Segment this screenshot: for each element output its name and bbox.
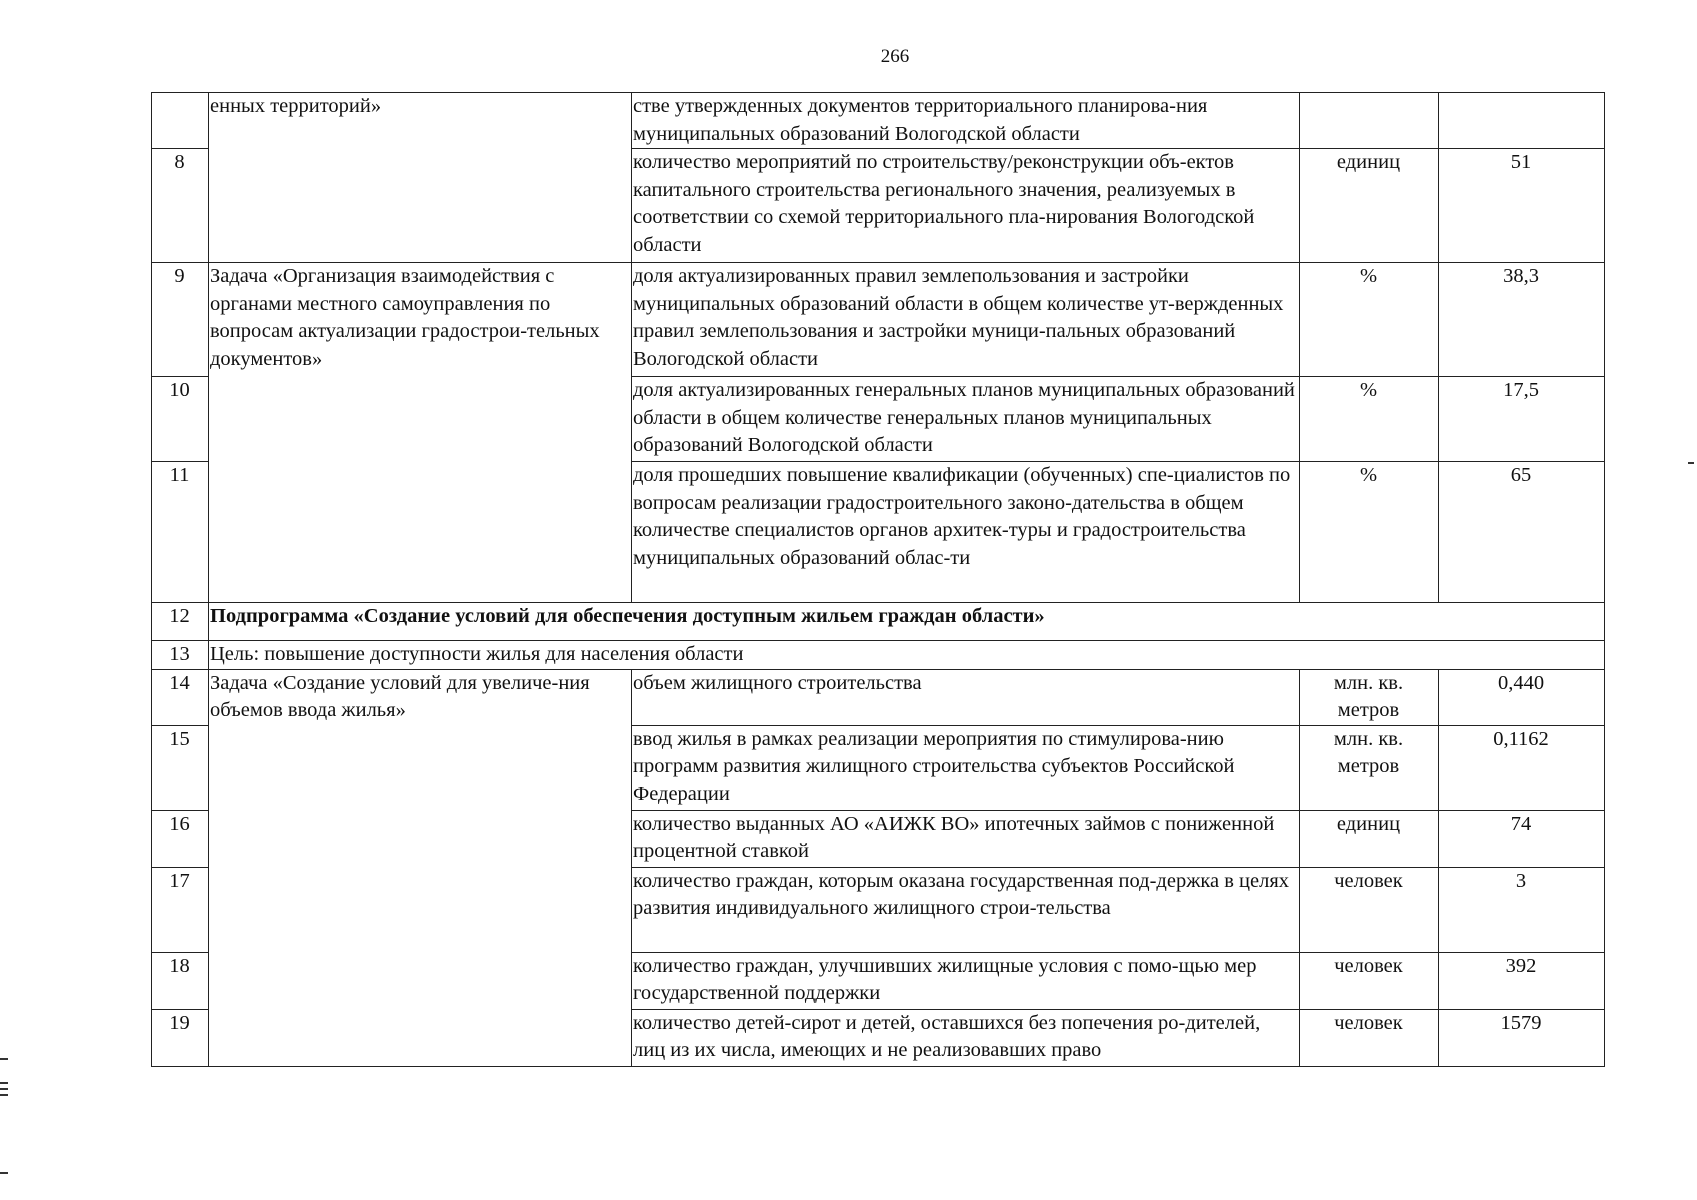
goal-cell: Цель: повышение доступности жилья для населения области <box>209 641 1605 670</box>
row-number: 8 <box>152 149 209 263</box>
unit-cell: % <box>1300 462 1439 603</box>
value-cell: 51 <box>1439 149 1605 263</box>
row-number: 15 <box>152 725 209 810</box>
indicator-cell: объем жилищного строительства <box>632 669 1300 725</box>
indicator-cell: ввод жилья в рамках реализации мероприятия по стимулирова-нию программ развития жилищного строительства субъектов Российской Федерации <box>632 725 1300 810</box>
row-number: 14 <box>152 669 209 725</box>
row-number: 9 <box>152 263 209 377</box>
value-cell: 74 <box>1439 810 1605 867</box>
unit-cell: человек <box>1300 1009 1439 1066</box>
value-cell: 3 <box>1439 867 1605 952</box>
value-cell: 0,440 <box>1439 669 1605 725</box>
task-cell: Задача «Организация взаимодействия с органами местного самоуправления по вопросам актуализации градострои-тельных документов» <box>209 263 632 603</box>
row-number <box>152 93 209 149</box>
unit-cell: единиц <box>1300 149 1439 263</box>
row-number: 19 <box>152 1009 209 1066</box>
subprogram-heading: Подпрограмма «Создание условий для обеспечения доступным жильем граждан области» <box>209 603 1605 641</box>
value-cell <box>1439 93 1605 149</box>
unit-cell: млн. кв. метров <box>1300 725 1439 810</box>
value-cell: 38,3 <box>1439 263 1605 377</box>
unit-cell: % <box>1300 377 1439 462</box>
table-row <box>152 641 1605 670</box>
value-cell: 17,5 <box>1439 377 1605 462</box>
unit-cell: человек <box>1300 952 1439 1009</box>
unit-cell: млн. кв. метров <box>1300 669 1439 725</box>
scan-edge-mark <box>0 1094 8 1096</box>
indicator-cell: стве утвержденных документов территориального планирова-ния муниципальных образований Вологодской области <box>632 93 1300 149</box>
scan-edge-mark <box>1688 462 1694 464</box>
scan-edge-mark <box>0 1058 8 1060</box>
value-cell: 1579 <box>1439 1009 1605 1066</box>
table-row <box>152 263 1605 377</box>
indicator-cell: доля актуализированных правил землепользования и застройки муниципальных образований области в общем количестве ут-вержденных правил землепользования и застройки муници-пальных образований Вологодской области <box>632 263 1300 377</box>
row-number: 11 <box>152 462 209 603</box>
scan-edge-mark <box>0 1088 8 1090</box>
page-number: 266 <box>880 46 910 67</box>
row-number: 18 <box>152 952 209 1009</box>
value-cell: 65 <box>1439 462 1605 603</box>
indicator-cell: количество граждан, улучшивших жилищные условия с помо-щью мер государственной поддержки <box>632 952 1300 1009</box>
indicators-table <box>151 92 1605 1067</box>
indicator-cell: доля актуализированных генеральных планов муниципальных образований области в общем количестве генеральных планов муниципальных образований Вологодской области <box>632 377 1300 462</box>
indicator-cell: количество выданных АО «АИЖК ВО» ипотечных займов с пониженной процентной ставкой <box>632 810 1300 867</box>
task-cell: енных территорий» <box>209 93 632 263</box>
unit-cell: человек <box>1300 867 1439 952</box>
indicator-cell: количество граждан, которым оказана государственная под-держка в целях развития индивидуального жилищного строи-тельства <box>632 867 1300 952</box>
row-number: 16 <box>152 810 209 867</box>
row-number: 13 <box>152 641 209 670</box>
task-cell: Задача «Создание условий для увеличе-ния объемов ввода жилья» <box>209 669 632 1066</box>
unit-cell <box>1300 93 1439 149</box>
scan-edge-mark <box>0 1082 8 1084</box>
row-number: 17 <box>152 867 209 952</box>
indicator-cell: доля прошедших повышение квалификации (обученных) спе-циалистов по вопросам реализации градостроительного законо-дательства в общем количестве специалистов органов архитек-туры и градостроительства муниципальных образований облас-ти <box>632 462 1300 603</box>
table-row <box>152 603 1605 641</box>
value-cell: 392 <box>1439 952 1605 1009</box>
table-row <box>152 669 1605 725</box>
row-number: 10 <box>152 377 209 462</box>
indicator-cell: количество мероприятий по строительству/реконструкции объ-ектов капитального строительства регионального значения, реализуемых в соответствии со схемой территориального пла-нирования Вологодской области <box>632 149 1300 263</box>
unit-cell: единиц <box>1300 810 1439 867</box>
scan-edge-mark <box>0 1172 8 1174</box>
table-row <box>152 93 1605 149</box>
row-number: 12 <box>152 603 209 641</box>
unit-cell: % <box>1300 263 1439 377</box>
value-cell: 0,1162 <box>1439 725 1605 810</box>
indicator-cell: количество детей-сирот и детей, оставшихся без попечения ро-дителей, лиц из их числа, имеющих и не реализовавших право <box>632 1009 1300 1066</box>
